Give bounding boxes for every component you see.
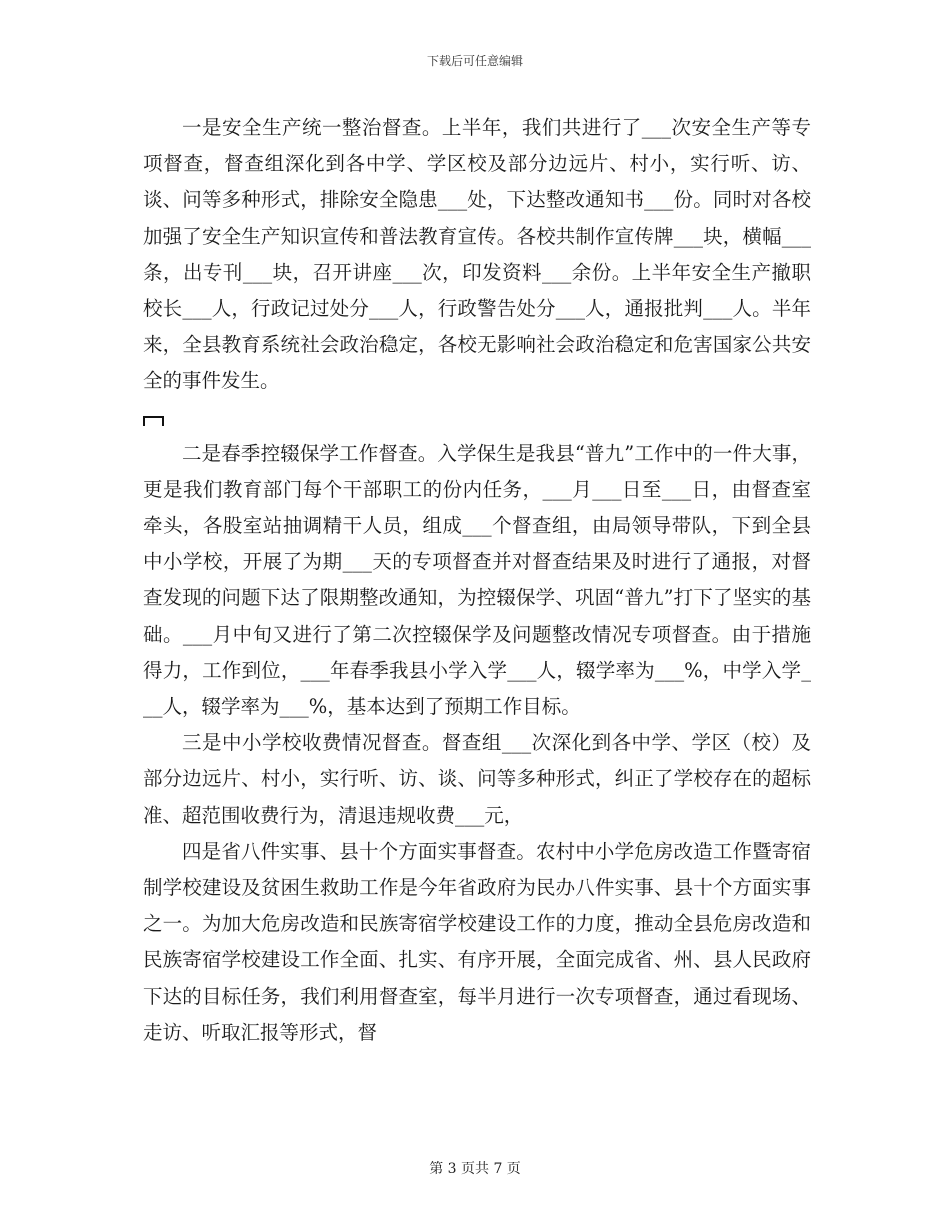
- paragraph-safety-inspection: 一是安全生产统一整治督查。上半年，我们共进行了___次安全生产等专项督查，督查组深化到各中学、学区校及部分边远片、村小，实行听、访、谈、问等多种形式，排除安全隐患___处，下达整改通知书___份。同时对各校加强了安全生产知识宣传和普法教育宣传。各校共制作宣传牌___块，横幅___条，出专刊___块，召开讲座___次，印发资料___余份。上半年安全生产撤职校长___人，行政记过处分___人，行政警告处分___人，通报批判___人。半年来，全县教育系统社会政治稳定，各校无影响社会政治稳定和危害国家公共安全的事件发生。: [143, 116, 811, 393]
- page-header-note: 下载后可任意编辑: [426, 54, 523, 68]
- paragraph-practical-matters: 四是省八件实事、县十个方面实事督查。农村中小学危房改造工作暨寄宿制学校建设及贫困生救助工作是今年省政府为民办八件实事、县十个方面实事之一。为加大危房改造和民族寄宿学校建设工作的力度，推动全县危房改造和民族寄宿学校建设工作全面、扎实、有序开展，全面完成省、州、县人民政府下达的目标任务，我们利用督查室，每半月进行一次专项督查，通过看现场、走访、听取汇报等形式，督: [143, 839, 811, 1044]
- paragraph-fee-inspection: 三是中小学校收费情况督查。督查组___次深化到各中学、学区（校）及部分边远片、村小，实行听、访、谈、问等多种形式，纠正了学校存在的超标准、超范围收费行为，清退违规收费___元，: [143, 731, 811, 827]
- page-number: 第 3 页共 7 页: [429, 1161, 521, 1177]
- bracket-mark-icon: [143, 400, 811, 436]
- paragraph-dropout-control: 二是春季控辍保学工作督查。入学保生是我县“普九”工作中的一件大事，更是我们教育部门每个干部职工的份内任务，___月___日至___日，由督查室牵头，各股室站抽调精干人员，组成___个督查组，由局领导带队，下到全县中小学校，开展了为期___天的专项督查并对督查结果及时进行了通报，对督查发现的问题下达了限期整改通知，为控辍保学、巩固“普九”打下了坚实的基础。___月中旬又进行了第二次控辍保学及问题整改情况专项督查。由于措施得力，工作到位，___年春季我县小学入学___人，辍学率为___%，中学入学___人，辍学率为___%，基本达到了预期工作目标。: [143, 441, 811, 719]
- document-body: [143, 110, 811, 1051]
